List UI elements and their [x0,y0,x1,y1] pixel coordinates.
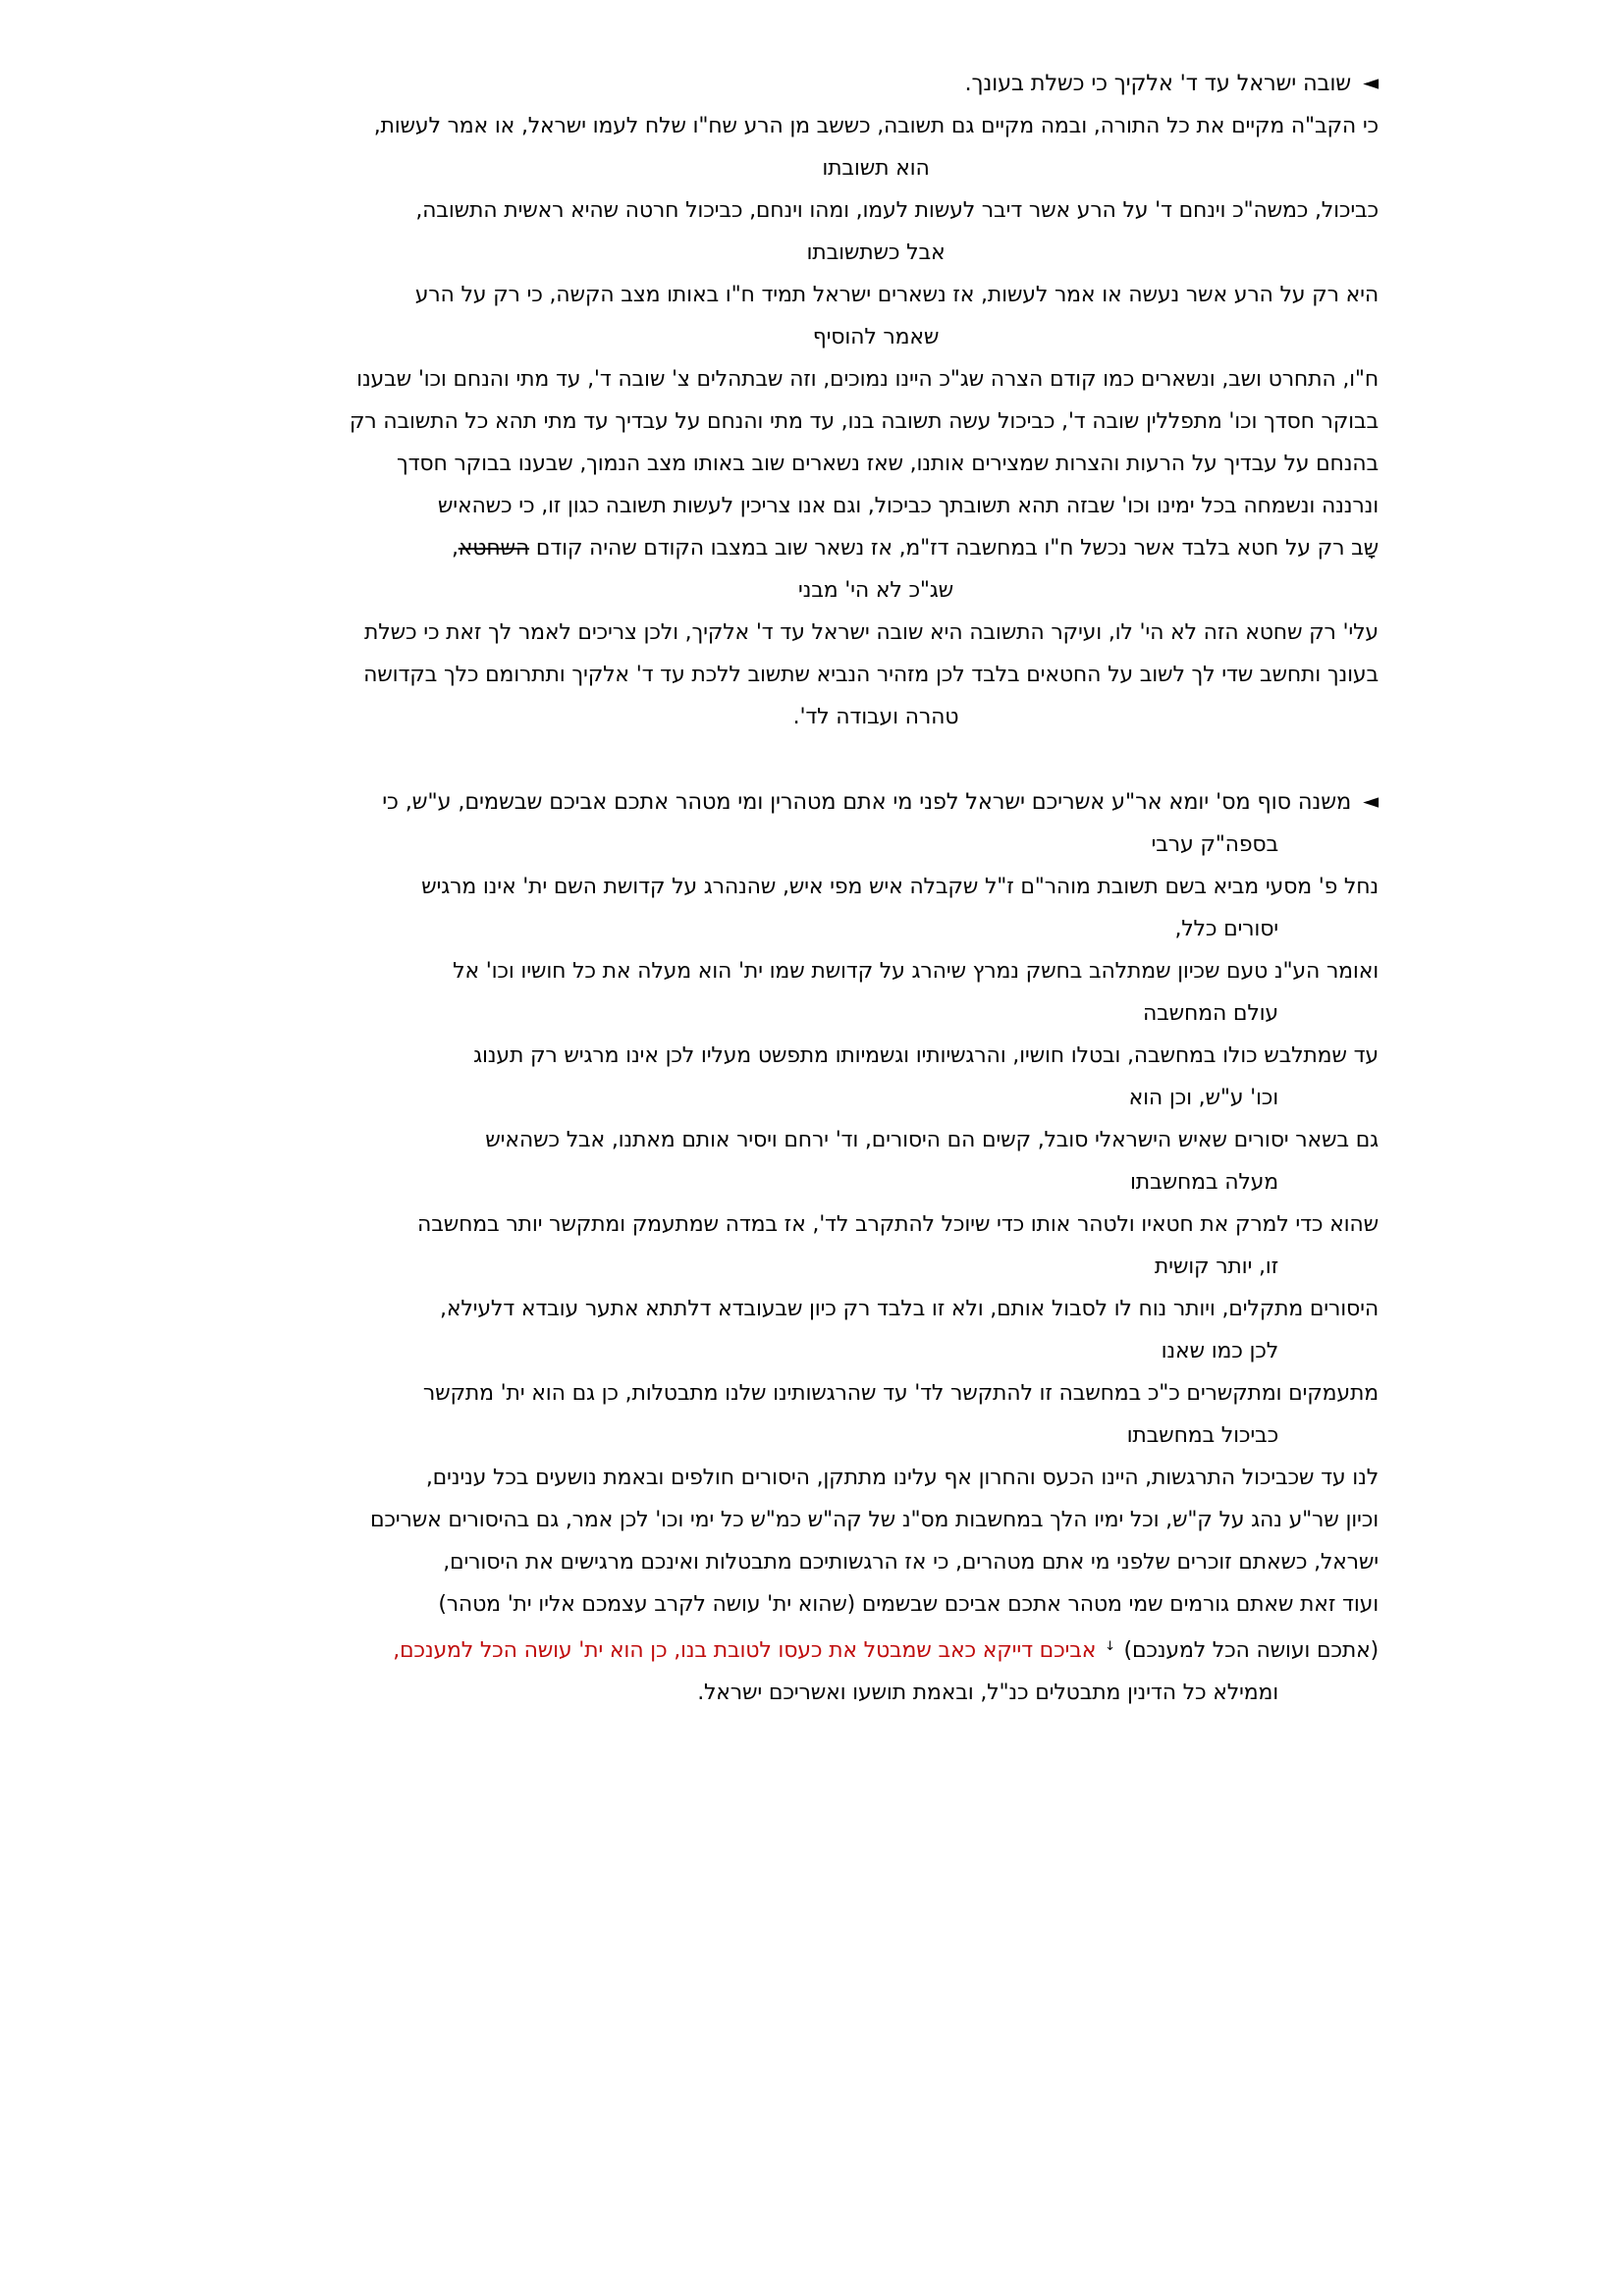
text-line [187,147,1379,189]
text-run: כביכול במחשבתו [1126,1423,1278,1448]
document-body [187,63,1379,1714]
text-run: שובה ישראל עד ד' אלקיך כי כשלת בעונך. [964,71,1352,96]
text-run: , [451,536,459,561]
text-run: עד שמתלבש כולו במחשבה, ובטלו חושיו, והרגשיותיו וגשמיותו מתפשט מעליו לכן אינו מרגיש רק תענוג [473,1043,1379,1068]
section-bullet-icon: ◄ [1363,789,1379,813]
section-2 [187,781,1379,1714]
section-header-line [187,63,1379,105]
text-line [187,1161,1379,1203]
text-run: וכיון שר"ע נהג על ק"ש, וכל ימיו הלך במחשבות מס"נ של קה"ש כמ"ש כל ימי וכו' לכן אמר, גם בהיסורים אשריכם [369,1508,1379,1532]
insert-arrow-icon: ↓ [1105,1639,1115,1654]
text-run: נחל פ' מסעי מביא בשם תשובת מוהר"ם ז"ל שקבלה איש מפי איש, שהנהרג על קדושת השם ית' אינו מרגיש [421,875,1379,899]
section-1 [187,63,1379,738]
text-line [187,1457,1379,1499]
text-line [187,527,1379,569]
text-run: טהרה ועבודה לד'. [792,705,959,729]
text-line [187,400,1379,443]
text-run: שג"כ לא הי' מבני [797,578,954,603]
text-run: מתעמקים ומתקשרים כ"כ במחשבה זו להתקשר לד' עד שהרגשותינו שלנו מתבטלות, כן גם הוא ית' מתקשר [422,1381,1379,1406]
struck-word: השחטא [458,536,530,561]
text-run: ישראל, כשאתם זוכרים שלפני מי אתם מטהרים, כי אז הרגשותיכם מתבטלות ואינכם מרגישים את היסורים, [443,1550,1379,1575]
text-line [187,316,1379,358]
red-emphasis-text: אביכם דייקא כאב שמבטל את כעסו לטובת בנו, כן הוא ית' עושה הכל למענכם, [393,1638,1097,1663]
text-line [187,612,1379,654]
text-run: כביכול, כמשה"כ וינחם ד' על הרע אשר דיבר לעשות לעמו, ומהו וינחם, כביכול חרטה שהיא ראשית התשובה, [415,198,1379,223]
text-line [187,443,1379,485]
text-run: ועוד זאת שאתם גורמים שמי מטהר אתכם אביכם שבשמים (שהוא ית' עושה לקרב עצמכם אליו ית' מטהר) [438,1592,1379,1617]
text-line [187,1541,1379,1583]
text-line [187,1415,1379,1457]
text-run: גם בשאר יסורים שאיש הישראלי סובל, קשים הם היסורים, וד' ירחם ויסיר אותם מאתנו, אבל כשהאיש [485,1128,1379,1152]
text-run: מעלה במחשבתו [1130,1170,1278,1195]
text-run: לכן כמו שאנו [1161,1339,1278,1363]
section-header-line [187,781,1379,824]
text-run: ונרננה ונשמחה בכל ימינו וכו' שבזה תהא תשובתך כביכול, וגם אנו צריכין לעשות תשובה כגון זו, כי כשהאיש [437,494,1379,518]
text-run: (אתכם ועושה הכל למענכם) [1116,1638,1379,1663]
text-line [187,908,1379,950]
text-run: וכו' ע"ש, וכן הוא [1128,1086,1278,1110]
text-line [187,358,1379,400]
text-run: וממילא כל הדינין מתבטלים כנ"ל, ובאמת תושעו ואשריכם ישראל. [697,1681,1278,1705]
text-line [187,1288,1379,1330]
text-line [187,189,1379,232]
text-line [187,1583,1379,1626]
text-run: בעונך ותחשב שדי לך לשוב על החטאים בלבד לכן מזהיר הנביא שתשוב ללכת עד ד' אלקיך ותתרומם כלך בקדושה [363,663,1379,687]
text-line [187,1672,1379,1714]
text-run: היא רק על הרע אשר נעשה או אמר לעשות, אז נשארים ישראל תמיד ח"ו באותו מצב הקשה, כי רק על הרע [414,283,1379,307]
section-bullet-icon: ◄ [1363,71,1379,94]
text-run: בהנחם על עבדיך על הרעות והצרות שמצירים אותנו, שאז נשארים שוב באותו מצב הנמוך, שבענו בבוקר חסדך [396,452,1379,476]
text-line [187,485,1379,527]
text-run: ואומר הע"נ טעם שכיון שמתלהב בחשק נמרץ שיהרג על קדושת שמו ית' הוא מעלה את כל חושיו וכו' אל [453,959,1379,984]
text-line [187,696,1379,738]
text-line [187,654,1379,696]
text-run: משנה סוף מס' יומא אר"ע אשריכם ישראל לפני מי אתם מטהרין ומי מטהר אתכם אביכם שבשמים, ע"ש, כי [382,789,1352,815]
text-line [187,1499,1379,1541]
text-line [187,1077,1379,1119]
text-line [187,950,1379,992]
text-line [187,232,1379,274]
text-run [1096,1638,1103,1663]
text-line [187,992,1379,1035]
text-run: שאמר להוסיף [812,325,940,349]
text-line [187,866,1379,908]
text-line [187,1626,1379,1672]
text-run: לנו עד שכביכול התרגשות, היינו הכעס והחרון אף עלינו מתתקן, היסורים חולפים ובאמת נושעים בכל ענינים, [425,1466,1379,1490]
text-run: יסורים כלל, [1174,917,1278,941]
text-line [187,569,1379,612]
text-run: עלי' רק שחטא הזה לא הי' לו, ועיקר התשובה היא שובה ישראל עד ד' אלקיך, ולכן צריכים לאמר לך זאת כי כשלת [364,620,1379,645]
text-run: בבוקר חסדך וכו' מתפללין שובה ד', כביכול עשה תשובה בנו, עד מתי והנחם על עבדיך עד מתי תהא כל התשובה רק [349,409,1379,434]
text-run: הוא תשובתו [822,156,930,181]
text-line [187,105,1379,147]
text-run: כי הקב"ה מקיים את כל התורה, ובמה מקיים גם תשובה, כששב מן הרע שח"ו שלח לעמו ישראל, או אמר לעשות, [373,114,1379,138]
text-line [187,274,1379,316]
text-line [187,1203,1379,1246]
text-run: עולם המחשבה [1142,1001,1278,1026]
text-line [187,1035,1379,1077]
text-line [187,1119,1379,1161]
text-line [187,1246,1379,1288]
text-run: זו, יותר קושית [1154,1255,1278,1279]
text-run: היסורים מתקלים, ויותר נוח לו לסבול אותם, ולא זו בלבד רק כיון שבעובדא דלתתא אתער עובדא דלעילא, [440,1297,1379,1321]
text-line [187,1330,1379,1372]
text-run: שהוא כדי למרק את חטאיו ולטהר אותו כדי שיוכל להתקרב לד', אז במדה שמתעמק ומתקשר יותר במחשבה [417,1212,1379,1237]
text-run: שָב רק על חטא בלבד אשר נכשל ח"ו במחשבה דז"מ, אז נשאר שוב במצבו הקודם שהיה קודם [529,536,1379,561]
text-run: אבל כשתשובתו [806,240,946,265]
text-run: בספה"ק ערבי [1151,832,1278,857]
text-line [187,824,1379,866]
text-run: ח"ו, התחרט ושב, ונשארים כמו קודם הצרה שג"כ היינו נמוכים, וזה שבתהלים צ' שובה ד', עד מתי והנחם וכו' שבענו [356,367,1379,392]
text-line [187,1372,1379,1415]
